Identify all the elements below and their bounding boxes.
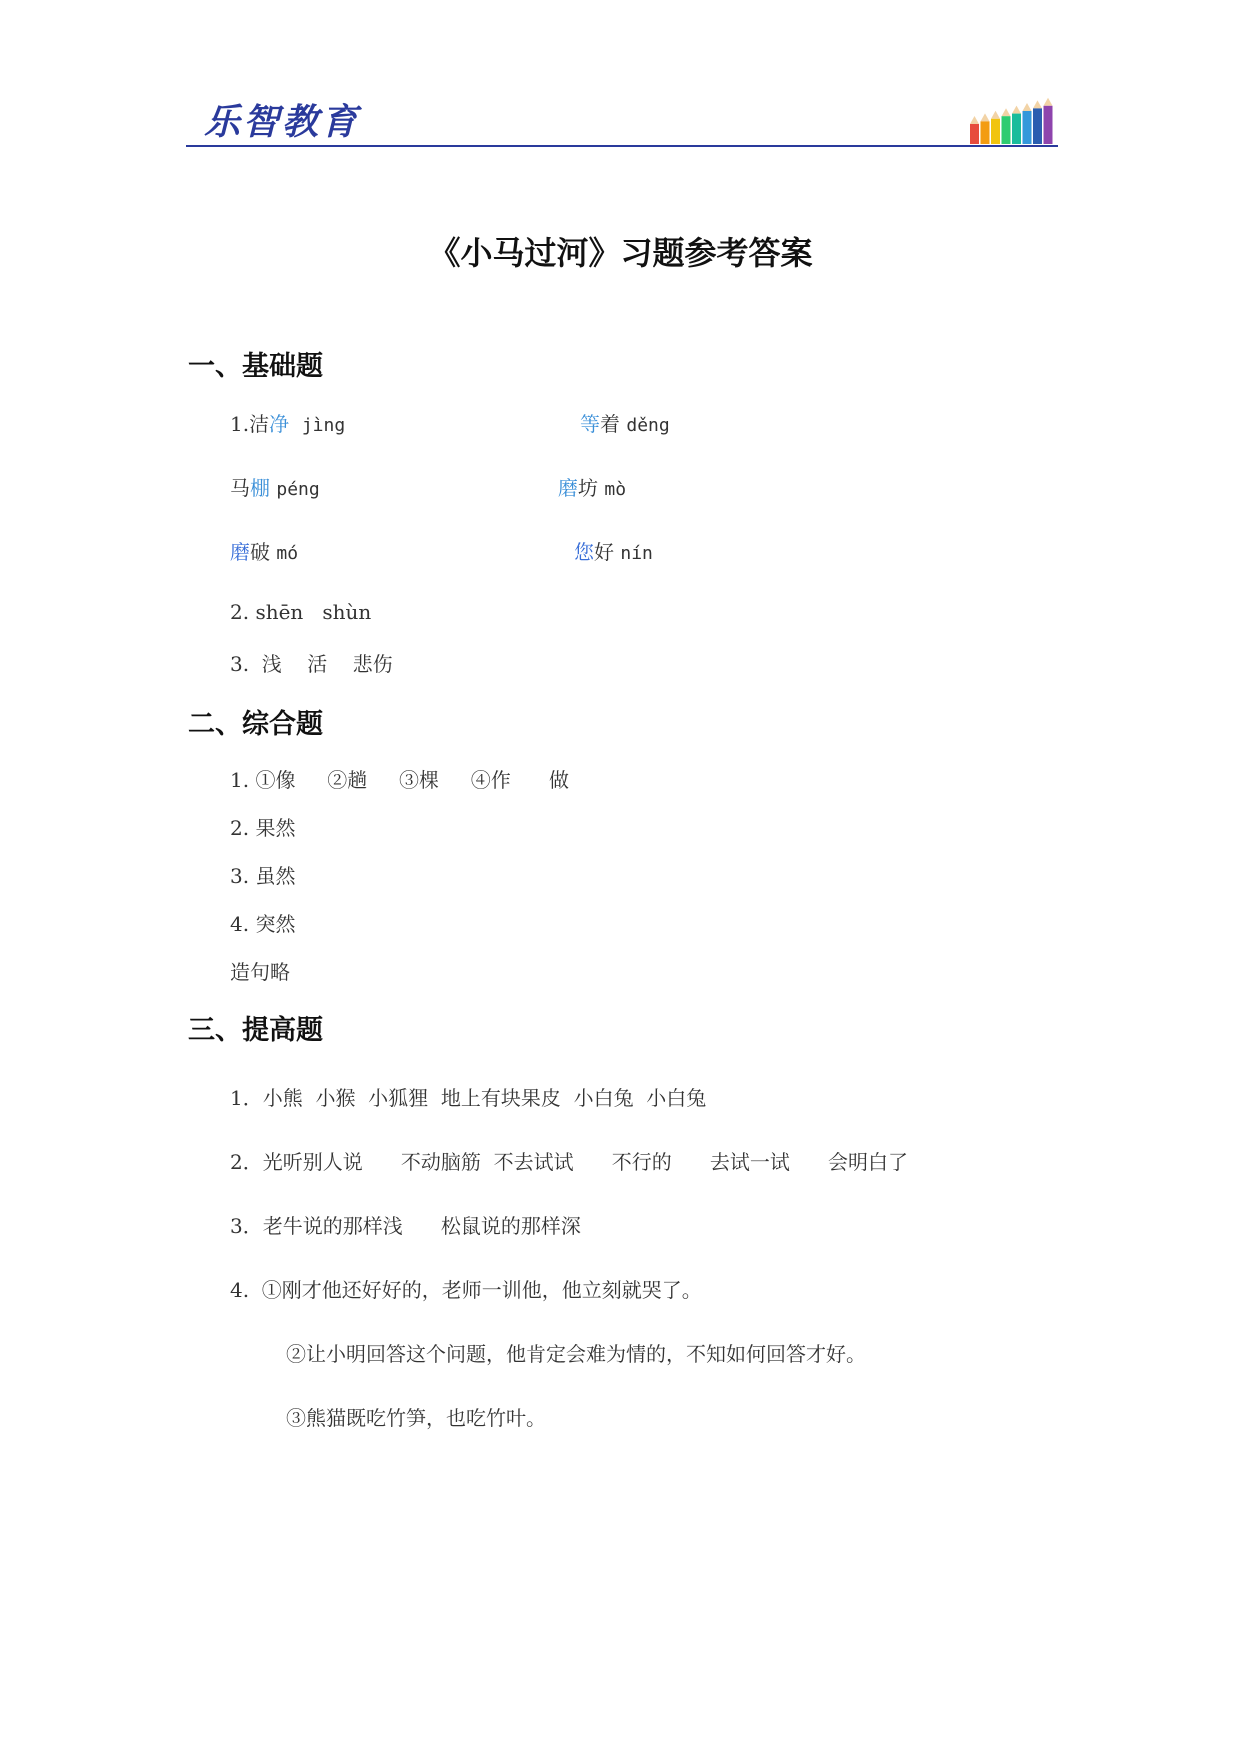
pencils-icon — [966, 88, 1058, 144]
pencil-icon — [991, 111, 1000, 144]
q1-item-d: 磨坊 mò — [558, 476, 627, 500]
s2-line: 4. 突然 — [230, 912, 296, 936]
q1-item-e: 磨破 mó — [230, 540, 299, 564]
pencil-icon — [1023, 103, 1032, 144]
q1-item-c: 马棚 péng — [230, 476, 320, 500]
s2-line: 1. ①像 ②趟 ③棵 ④作 做 — [230, 768, 569, 792]
page-title: 《小马过河》习题参考答案 — [428, 234, 813, 272]
q2-answer: 2. shēn shùn — [230, 600, 372, 624]
pencil-icon — [981, 113, 990, 144]
s2-line: 3. 虽然 — [230, 864, 296, 888]
pencil-icon — [1033, 100, 1042, 144]
s3-line: ②让小明回答这个问题，他肯定会难为情的，不知如何回答才好。 — [286, 1342, 866, 1366]
pencil-icon — [1012, 106, 1021, 144]
s2-line: 造句略 — [230, 960, 290, 984]
q1-number: 1. — [230, 412, 250, 436]
s2-line: 2. 果然 — [230, 816, 296, 840]
pencil-icon — [970, 116, 979, 144]
q1-item-b: 等着 děng — [580, 412, 670, 436]
s3-line: 4. ①刚才他还好好的，老师一训他，他立刻就哭了。 — [230, 1278, 702, 1302]
section-heading-basic: 一、基础题 — [188, 351, 323, 382]
q1-item-a: 1.洁净 jìng — [230, 412, 346, 436]
brand-logo: 乐智教育 — [204, 101, 361, 143]
pencil-icon — [1002, 108, 1011, 144]
pencil-icon — [1044, 98, 1053, 144]
q1-item-f: 您好 nín — [574, 540, 653, 564]
s3-line: 3．老牛说的那样浅 松鼠说的那样深 — [230, 1214, 581, 1238]
section-heading-advanced: 三、提高题 — [188, 1015, 323, 1046]
page-header — [186, 88, 1058, 150]
q3-answer: 3. 浅 活 悲伤 — [230, 652, 393, 676]
s3-line: 1．小熊 小猴 小狐狸 地上有块果皮 小白兔 小白兔 — [230, 1086, 707, 1110]
s3-line: 2．光听别人说 不动脑筋 不去试试 不行的 去试一试 会明白了 — [230, 1150, 909, 1174]
s3-line: ③熊猫既吃竹笋，也吃竹叶。 — [286, 1406, 546, 1430]
section-heading-comprehensive: 二、综合题 — [188, 709, 323, 740]
header-rule — [186, 145, 1058, 147]
